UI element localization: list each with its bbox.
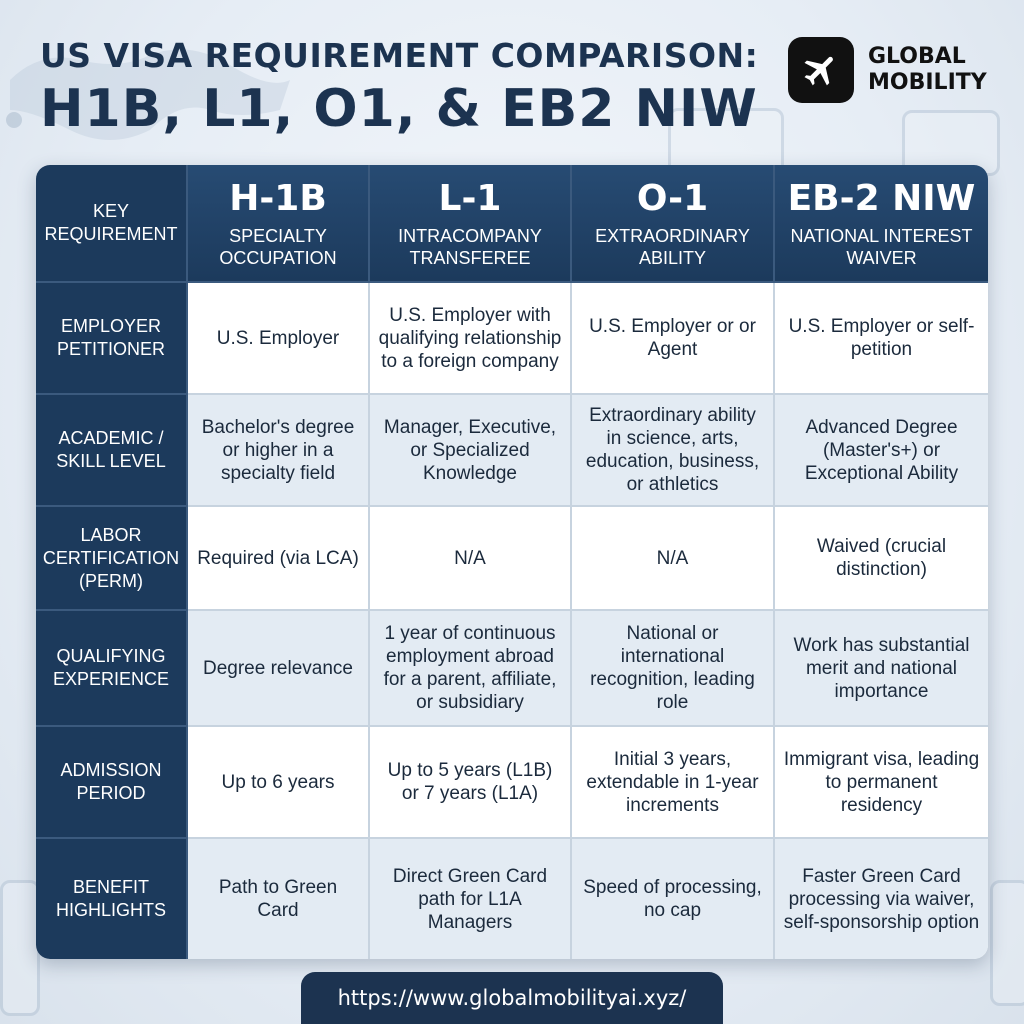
chart-icon bbox=[990, 880, 1024, 1006]
table-cell: N/A bbox=[572, 507, 775, 611]
title-line-1: US VISA REQUIREMENT COMPARISON: bbox=[40, 36, 759, 75]
table-cell: Path to Green Card bbox=[188, 839, 370, 959]
column-code: EB-2 NIW bbox=[787, 178, 976, 219]
table-cell: Up to 5 years (L1B) or 7 years (L1A) bbox=[370, 727, 572, 839]
column-code: O-1 bbox=[636, 178, 709, 219]
brand-name bbox=[868, 44, 987, 96]
table-cell: Advanced Degree (Master's+) or Exceptional Ability bbox=[775, 395, 988, 507]
brand-name-line-2: MOBILITY bbox=[868, 70, 987, 95]
title-line-2: H1B, L1, O1, & EB2 NIW bbox=[40, 79, 758, 139]
table-cell: Waived (crucial distinction) bbox=[775, 507, 988, 611]
brand-name-line-1: GLOBAL bbox=[868, 44, 966, 69]
column-header-l1 bbox=[370, 165, 572, 283]
row-label-admission-period: ADMISSION PERIOD bbox=[36, 727, 188, 839]
column-header-h1b bbox=[188, 165, 370, 283]
table-cell: 1 year of continuous employment abroad for a parent, affiliate, or subsidiary bbox=[370, 611, 572, 727]
table-cell: Bachelor's degree or higher in a specialty field bbox=[188, 395, 370, 507]
column-code: H-1B bbox=[229, 178, 327, 219]
table-cell: U.S. Employer or or Agent bbox=[572, 283, 775, 395]
table-cell: U.S. Employer or self-petition bbox=[775, 283, 988, 395]
footer-url-link[interactable]: https://www.globalmobilityai.xyz/ bbox=[301, 972, 723, 1024]
airplane-icon bbox=[788, 37, 854, 103]
table-cell: Up to 6 years bbox=[188, 727, 370, 839]
table-cell: National or international recognition, leading role bbox=[572, 611, 775, 727]
column-subtitle: EXTRAORDINARY ABILITY bbox=[595, 226, 750, 268]
table-cell: Direct Green Card path for L1A Managers bbox=[370, 839, 572, 959]
table-cell: U.S. Employer with qualifying relationship to a foreign company bbox=[370, 283, 572, 395]
row-label-academic-skill-level: ACADEMIC / SKILL LEVEL bbox=[36, 395, 188, 507]
corner-header: KEY REQUIREMENT bbox=[36, 165, 188, 283]
comparison-table bbox=[36, 165, 988, 959]
row-label-employer-petitioner: EMPLOYER PETITIONER bbox=[36, 283, 188, 395]
brand-logo bbox=[788, 37, 987, 103]
page-title bbox=[40, 36, 758, 139]
table-cell: Degree relevance bbox=[188, 611, 370, 727]
row-label-benefit-highlights: BENEFIT HIGHLIGHTS bbox=[36, 839, 188, 959]
column-subtitle: INTRACOMPANY TRANSFEREE bbox=[398, 226, 542, 268]
table-cell: Immigrant visa, leading to permanent residency bbox=[775, 727, 988, 839]
column-subtitle: NATIONAL INTEREST WAIVER bbox=[790, 226, 973, 268]
column-code: L-1 bbox=[438, 178, 502, 219]
row-label-qualifying-experience: QUALIFYING EXPERIENCE bbox=[36, 611, 188, 727]
visa-document-icon bbox=[0, 880, 40, 1016]
column-header-eb2-niw bbox=[775, 165, 988, 283]
table-cell: Extraordinary ability in science, arts, education, business, or athletics bbox=[572, 395, 775, 507]
table-cell: N/A bbox=[370, 507, 572, 611]
column-subtitle: SPECIALTY OCCUPATION bbox=[219, 226, 337, 268]
table-cell: Manager, Executive, or Specialized Knowledge bbox=[370, 395, 572, 507]
table-cell: Speed of processing, no cap bbox=[572, 839, 775, 959]
table-cell: Work has substantial merit and national importance bbox=[775, 611, 988, 727]
table-cell: U.S. Employer bbox=[188, 283, 370, 395]
row-label-labor-certification: LABOR CERTIFICATION (PERM) bbox=[36, 507, 188, 611]
table-cell: Initial 3 years, extendable in 1-year increments bbox=[572, 727, 775, 839]
table-cell: Faster Green Card processing via waiver, self-sponsorship option bbox=[775, 839, 988, 959]
table-cell: Required (via LCA) bbox=[188, 507, 370, 611]
column-header-o1 bbox=[572, 165, 775, 283]
